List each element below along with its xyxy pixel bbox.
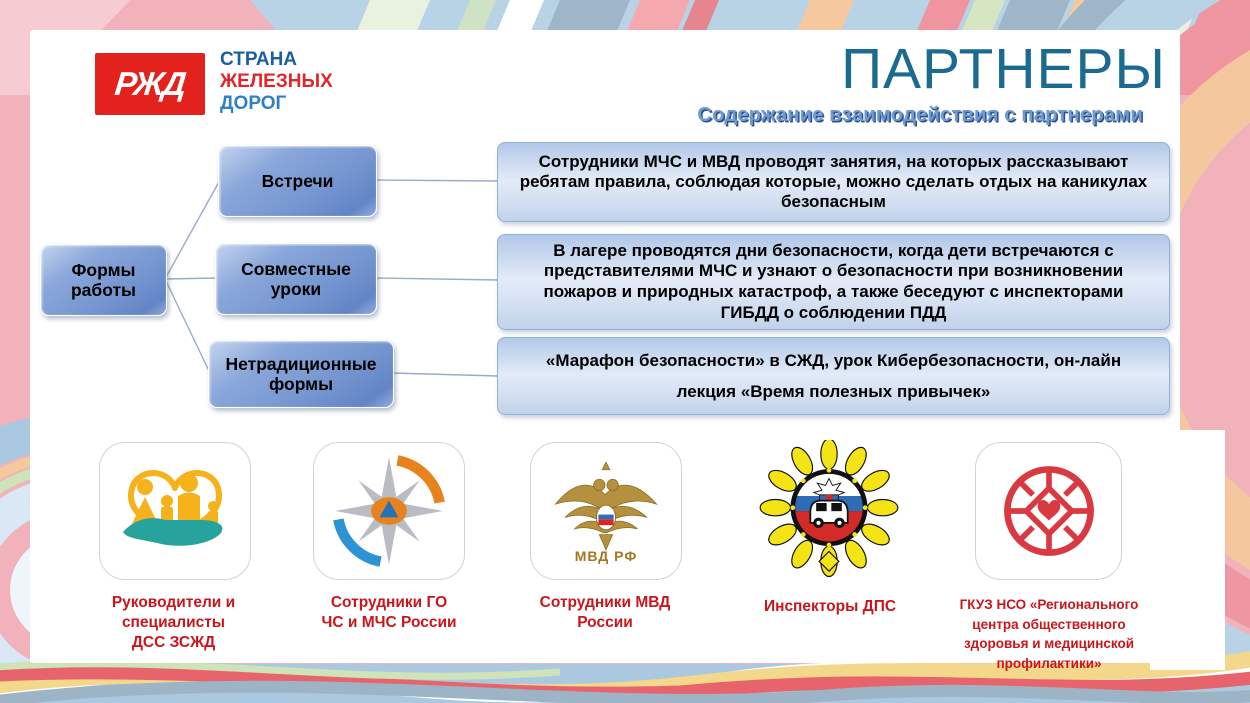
node-branch-joint-lessons: Совместные уроки — [215, 243, 377, 315]
desc-box-meetings: Сотрудники МЧС и МВД проводят занятия, на которых рассказывают ребятам правила, соблюдая которые, можно сделать отдых на каникулах безопасным — [497, 142, 1170, 222]
health-wheel-icon — [997, 459, 1101, 563]
brand-line-1: СТРАНА — [220, 49, 298, 70]
node-root: Формы работы — [40, 244, 167, 316]
dps-wreath-icon — [759, 440, 899, 580]
partner-badge-dss — [99, 442, 251, 580]
partner-caption: Сотрудники ГО ЧС и МЧС России — [321, 594, 457, 632]
family-heart-hand-icon — [115, 456, 235, 566]
node-branch-meetings: Встречи — [218, 145, 377, 217]
partner-badge-mchs — [313, 442, 465, 580]
node-branch-nontraditional: Нетрадиционные формы — [208, 340, 394, 408]
partner-caption: Сотрудники МВД России — [539, 594, 671, 632]
page-subtitle: Содержание взаимодействия с партнерами — [697, 103, 1143, 126]
brand-line-2: ЖЕЛЕЗНЫХ — [220, 71, 333, 92]
mchs-star-icon — [331, 453, 447, 569]
brand-line-3: ДОРОГ — [220, 93, 287, 114]
partner-badge-health — [975, 442, 1122, 580]
desc-box-nontraditional: «Марафон безопасности» в СЖД, урок Кибербезопасности, он-лайн лекция «Время полезных привычек» — [497, 337, 1170, 415]
partner-caption: Инспекторы ДПС — [763, 598, 897, 615]
rzd-logo-text: РЖД — [113, 65, 187, 102]
mvd-eagle-icon — [544, 458, 668, 554]
mvd-rf-label: МВД РФ — [574, 548, 638, 564]
page-title: ПАРТНЕРЫ — [841, 37, 1166, 101]
desc-box-joint-lessons: В лагере проводятся дни безопасности, когда дети встречаются с представителями МЧС и узнают о безопасности при возникновении пожаров и природных катастроф, а также беседуют с инспекторами ГИБДД о соблюдении ПДД — [497, 234, 1170, 330]
partner-badge-mvd — [530, 442, 682, 580]
partner-badge-dps — [750, 437, 908, 583]
partner-caption: Руководители и специалисты ДСС ЗСЖД — [111, 594, 236, 652]
partner-caption: ГКУЗ НСО «Регионального центра общественного здоровья и медицинской профилактики» — [959, 597, 1139, 671]
